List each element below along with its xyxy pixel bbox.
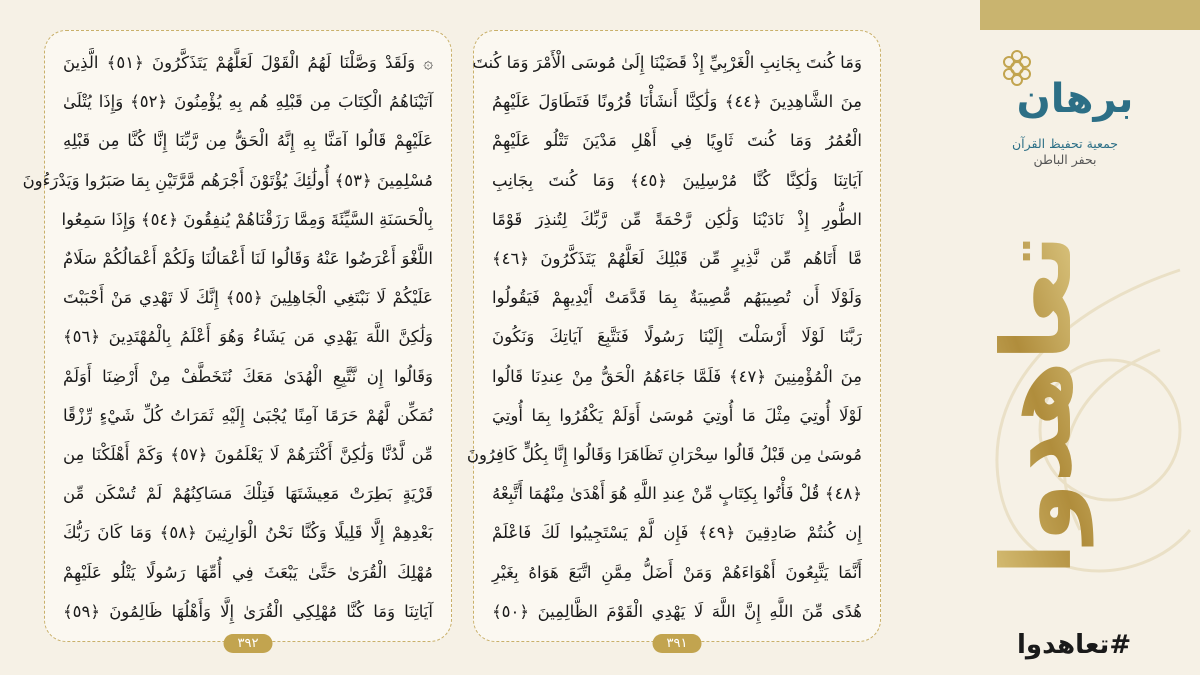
org-name: جمعية تحفيظ القرآن bbox=[1011, 136, 1119, 151]
text-line: هُدًى مِّنَ اللَّهِ إِنَّ اللَّهَ لَا يَهْدِي الْقَوْمَ الظَّالِمِينَ ﴿٥٠﴾ bbox=[492, 601, 862, 621]
text-line: وَمَا كُنتَ بِجَانِبِ الْغَرْبِيِّ إِذْ قَضَيْنَا إِلَىٰ مُوسَى الْأَمْرَ وَمَا كُنتَ bbox=[472, 53, 862, 72]
page-number-392: ٣٩٢ bbox=[224, 634, 273, 653]
text-line: عَلَيْهِمْ قَالُوا آمَنَّا بِهِ إِنَّهُ الْحَقُّ مِن رَّبِّنَا إِنَّا كُنَّا مِن قَبْلِهِ bbox=[63, 131, 433, 151]
text-line: وَلَوْلَا أَن تُصِيبَهُم مُّصِيبَةٌ بِمَا قَدَّمَتْ أَيْدِيهِمْ فَيَقُولُوا bbox=[492, 288, 862, 308]
text-line: نُمَكِّن لَّهُمْ حَرَمًا آمِنًا يُجْبَىٰ إِلَيْهِ ثَمَرَاتُ كُلِّ شَيْءٍ رِّزْقًا bbox=[63, 405, 433, 425]
hashtag-label: #تعاهدوا bbox=[1017, 630, 1132, 660]
text-line: آيَاتِنَا وَلَٰكِنَّا كُنَّا مُرْسِلِينَ ﴿٤٥﴾ وَمَا كُنتَ بِجَانِبِ bbox=[492, 170, 862, 190]
text-line: مُوسَىٰ مِن قَبْلُ قَالُوا سِحْرَانِ تَظَاهَرَا وَقَالُوا إِنَّا بِكُلٍّ كَافِرُونَ bbox=[466, 445, 862, 465]
page-text-lines bbox=[22, 45, 434, 631]
text-line: ﴿٤٨﴾ قُلْ فَأْتُوا بِكِتَابٍ مِّنْ عِندِ اللَّهِ هُوَ أَهْدَىٰ مِنْهُمَا أَتَّبِعْهُ bbox=[492, 484, 862, 504]
title-calligraphy bbox=[955, 175, 1185, 595]
text-line: أَنَّمَا يَتَّبِعُونَ أَهْوَاءَهُمْ وَمَنْ أَضَلُّ مِمَّنِ اتَّبَعَ هَوَاهُ بِغَيْرِ bbox=[492, 562, 862, 582]
text-line: مُهْلِكَ الْقُرَىٰ حَتَّىٰ يَبْعَثَ فِي أُمِّهَا رَسُولًا يَتْلُو عَلَيْهِمْ bbox=[63, 562, 433, 582]
text-line: رَبَّنَا لَوْلَا أَرْسَلْتَ إِلَيْنَا رَسُولًا فَنَتَّبِعَ آيَاتِكَ وَنَكُونَ bbox=[492, 327, 862, 347]
text-line: مَّا أَتَاهُم مِّن نَّذِيرٍ مِّن قَبْلِكَ لَعَلَّهُمْ يَتَذَكَّرُونَ ﴿٤٦﴾ bbox=[492, 249, 862, 269]
text-line: عَلَيْكُمْ لَا نَبْتَغِي الْجَاهِلِينَ ﴿٥٥﴾ إِنَّكَ لَا تَهْدِي مَنْ أَحْبَبْتَ bbox=[63, 288, 433, 308]
sidebar-branding bbox=[935, 0, 1200, 675]
text-line: مِنَ الشَّاهِدِينَ ﴿٤٤﴾ وَلَٰكِنَّا أَنشَأْنَا قُرُونًا فَتَطَاوَلَ عَلَيْهِمُ bbox=[492, 92, 862, 112]
org-city: بحفر الباطن bbox=[1033, 152, 1097, 167]
quran-page-392 bbox=[22, 30, 452, 651]
quran-page-391 bbox=[466, 30, 881, 651]
page-number-391: ٣٩١ bbox=[653, 634, 702, 653]
text-line: مُسْلِمِينَ ﴿٥٣﴾ أُولَٰئِكَ يُؤْتَوْنَ أَجْرَهُم مَّرَّتَيْنِ بِمَا صَبَرُوا وَيَدْرَءُونَ bbox=[22, 170, 433, 190]
text-line: ۞ وَلَقَدْ وَصَّلْنَا لَهُمُ الْقَوْلَ لَعَلَّهُمْ يَتَذَكَّرُونَ ﴿٥١﴾ الَّذِينَ bbox=[63, 53, 433, 72]
text-line: آتَيْنَاهُمُ الْكِتَابَ مِن قَبْلِهِ هُم بِهِ يُؤْمِنُونَ ﴿٥٢﴾ وَإِذَا يُتْلَىٰ bbox=[63, 92, 433, 112]
text-line: وَقَالُوا إِن نَّتَّبِعِ الْهُدَىٰ مَعَكَ نُتَخَطَّفْ مِنْ أَرْضِنَا أَوَلَمْ bbox=[63, 366, 433, 386]
org-logo bbox=[985, 40, 1135, 150]
text-line: مِنَ الْمُؤْمِنِينَ ﴿٤٧﴾ فَلَمَّا جَاءَهُمُ الْحَقُّ مِنْ عِندِنَا قَالُوا bbox=[492, 366, 862, 386]
text-line: وَلَٰكِنَّ اللَّهَ يَهْدِي مَن يَشَاءُ وَهُوَ أَعْلَمُ بِالْمُهْتَدِينَ ﴿٥٦﴾ bbox=[63, 327, 433, 347]
text-line: بِالْحَسَنَةِ السَّيِّئَةَ وَمِمَّا رَزَقْنَاهُمْ يُنفِقُونَ ﴿٥٤﴾ وَإِذَا سَمِعُوا bbox=[61, 209, 433, 229]
text-line: الْعُمُرُ وَمَا كُنتَ ثَاوِيًا فِي أَهْلِ مَدْيَنَ تَتْلُو عَلَيْهِمْ bbox=[492, 131, 862, 151]
text-line: لَوْلَا أُوتِيَ مِثْلَ مَا أُوتِيَ مُوسَىٰ أَوَلَمْ يَكْفُرُوا بِمَا أُوتِيَ bbox=[492, 405, 862, 425]
title-word: تعاهدوا bbox=[981, 234, 1093, 576]
text-line: الطُّورِ إِذْ نَادَيْنَا وَلَٰكِن رَّحْمَةً مِّن رَّبِّكَ لِتُنذِرَ قَوْمًا bbox=[492, 209, 862, 229]
text-line: اللَّغْوَ أَعْرَضُوا عَنْهُ وَقَالُوا لَنَا أَعْمَالُنَا وَلَكُمْ أَعْمَالُكُمْ سَلَامٌ bbox=[63, 249, 433, 269]
org-name-block bbox=[965, 136, 1165, 168]
text-line: قَرْيَةٍ بَطِرَتْ مَعِيشَتَهَا فَتِلْكَ مَسَاكِنُهُمْ لَمْ تُسْكَن مِّن bbox=[63, 484, 433, 504]
text-line: بَعْدِهِمْ إِلَّا قَلِيلًا وَكُنَّا نَحْنُ الْوَارِثِينَ ﴿٥٨﴾ وَمَا كَانَ رَبُّكَ bbox=[63, 523, 434, 543]
page-text-lines bbox=[466, 45, 862, 631]
top-gold-bar bbox=[980, 0, 1200, 30]
text-line: مِّن لَّدُنَّا وَلَٰكِنَّ أَكْثَرَهُمْ لَا يَعْلَمُونَ ﴿٥٧﴾ وَكَمْ أَهْلَكْنَا مِن bbox=[63, 445, 433, 465]
text-line: إِن كُنتُمْ صَادِقِينَ ﴿٤٩﴾ فَإِن لَّمْ يَسْتَجِيبُوا لَكَ فَاعْلَمْ bbox=[492, 523, 862, 543]
text-line: آيَاتِنَا وَمَا كُنَّا مُهْلِكِي الْقُرَىٰ إِلَّا وَأَهْلُهَا ظَالِمُونَ ﴿٥٩﴾ bbox=[63, 601, 433, 621]
logo-word: برهان bbox=[1016, 76, 1134, 122]
